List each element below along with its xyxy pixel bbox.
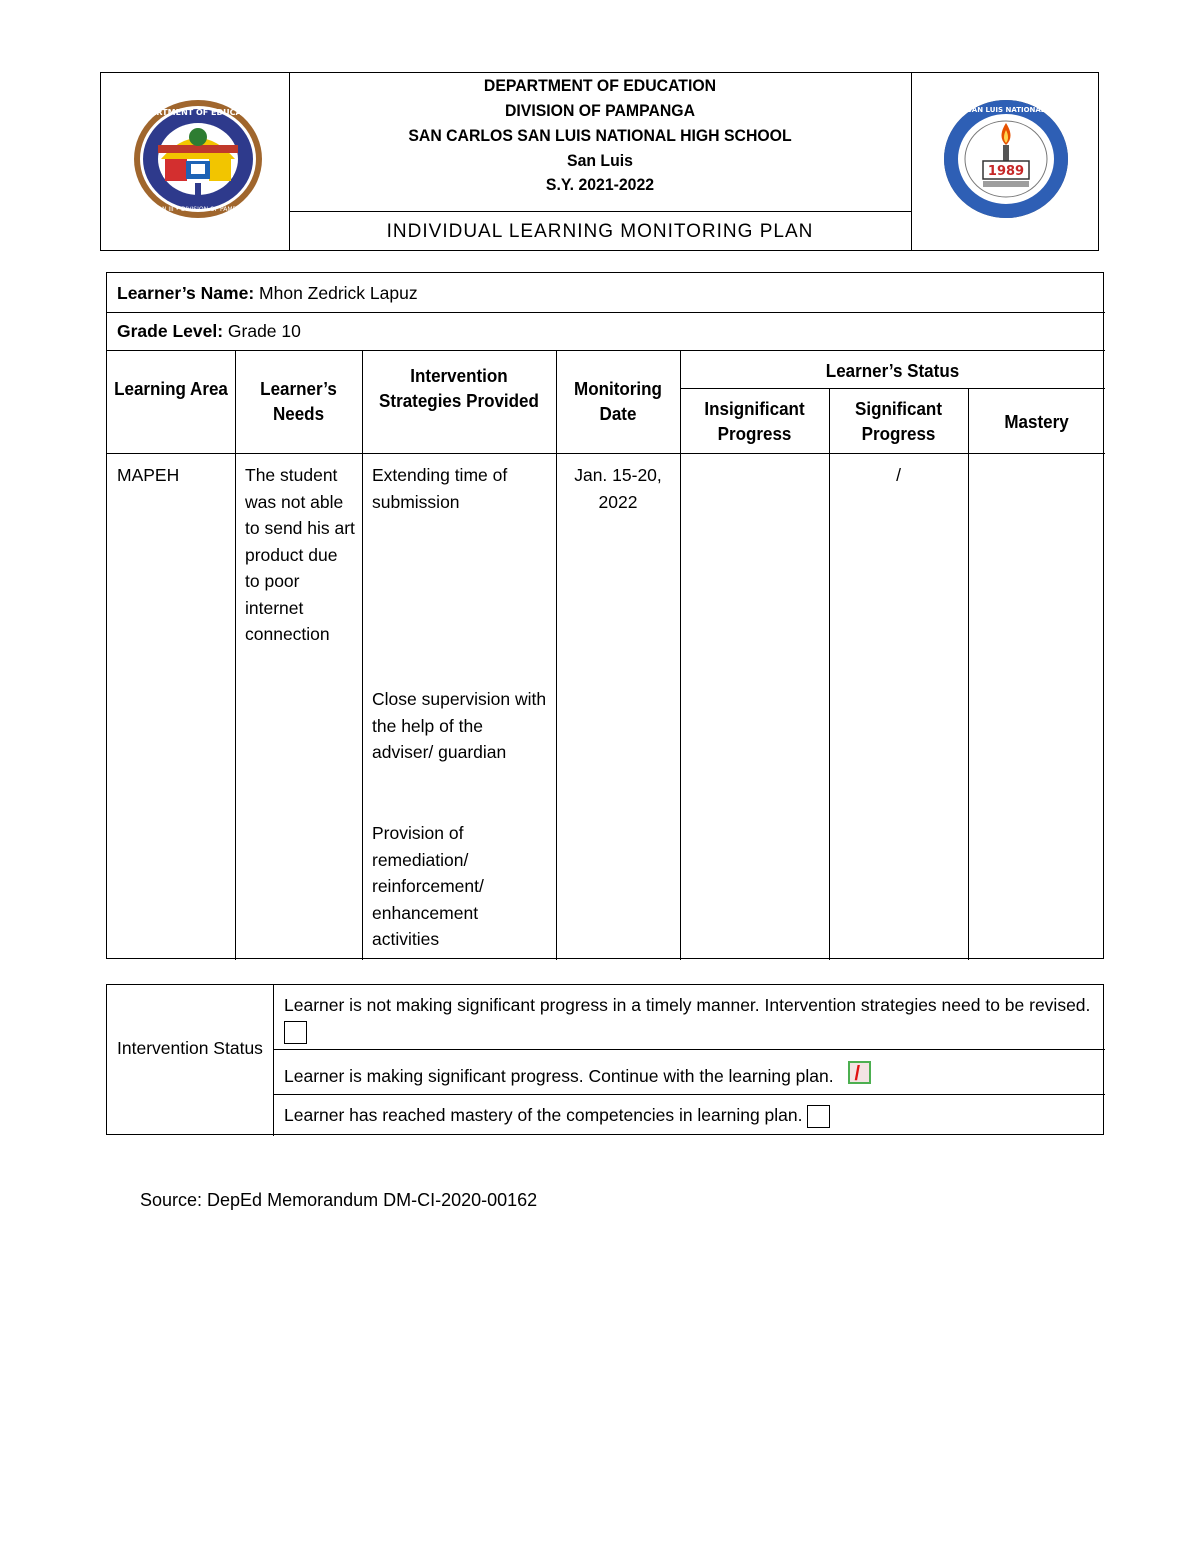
- column-divider: [273, 985, 274, 1136]
- status-option-text: Learner is making significant progress. Continue with the learning plan.: [284, 1066, 834, 1086]
- status-option-text: Learner has reached mastery of the competencies in learning plan.: [284, 1105, 803, 1125]
- row-divider: [273, 1049, 1105, 1050]
- status-option-continue: [284, 1063, 1094, 1090]
- header-divider: [911, 73, 912, 250]
- row-divider: [680, 388, 1105, 389]
- row-divider: [107, 453, 1105, 454]
- grade-level-row: [117, 318, 301, 345]
- column-divider: [680, 350, 681, 960]
- cell-strategy-remediation: Provision of remediation/ reinforcement/ enhancement activities: [372, 823, 484, 949]
- column-divider: [362, 350, 363, 960]
- cell-learners-needs: The student was not able to send his art product due to poor internet connection: [245, 465, 355, 644]
- cell-monitoring-date: Jan. 15-20, 2022: [574, 465, 662, 512]
- learner-name-label: Learner’s Name:: [117, 283, 255, 303]
- cell-strategy-extension: Extending time of submission: [372, 465, 508, 512]
- deped-seal-logo: [131, 97, 265, 221]
- status-option-revise: [284, 992, 1094, 1045]
- grade-level-value: Grade 10: [227, 321, 301, 341]
- document-header: [100, 72, 1099, 251]
- column-divider: [235, 350, 236, 960]
- intervention-status-table: [106, 984, 1104, 1135]
- school-seal-logo: [943, 99, 1069, 219]
- row-divider: [107, 312, 1105, 313]
- header-mastery: Mastery: [1004, 411, 1069, 432]
- grade-level-label: Grade Level:: [117, 321, 224, 341]
- header-line-school: SAN CARLOS SAN LUIS NATIONAL HIGH SCHOOL: [408, 126, 792, 145]
- header-learning-area: Learning Area: [114, 378, 228, 399]
- status-option-text: Learner is not making significant progress in a timely manner. Intervention strategies need to be revised.: [284, 995, 1091, 1015]
- cell-significant-progress: /: [896, 465, 901, 485]
- header-line-department: DEPARTMENT OF EDUCATION: [483, 76, 717, 95]
- learner-name-row: [117, 280, 418, 307]
- header-insignificant-progress: Insignificant Progress: [704, 398, 805, 444]
- svg-text:SAN LUIS NATIONAL: SAN LUIS NATIONAL: [966, 106, 1046, 114]
- svg-text:REGION III • DIVISION OF PAMPA: REGION III • DIVISION OF PAMPANGA: [142, 206, 254, 213]
- plan-title: INDIVIDUAL LEARNING MONITORING PLAN: [386, 221, 814, 242]
- header-monitoring-date: Monitoring Date: [574, 378, 662, 424]
- column-divider: [968, 388, 969, 960]
- status-checkbox-mastery[interactable]: [807, 1105, 830, 1128]
- row-divider: [273, 1094, 1105, 1095]
- source-note: Source: DepEd Memorandum DM-CI-2020-00162: [140, 1190, 538, 1210]
- header-learners-status: Learner’s Status: [825, 360, 960, 381]
- status-checkbox-continue[interactable]: [848, 1061, 871, 1084]
- header-line-school-year: S.Y. 2021-2022: [545, 175, 655, 194]
- status-checkbox-revise[interactable]: [284, 1021, 307, 1044]
- learner-name-value: Mhon Zedrick Lapuz: [259, 283, 418, 303]
- header-line-division: DIVISION OF PAMPANGA: [504, 101, 696, 120]
- check-mark: /: [854, 1062, 861, 1085]
- svg-text:1989: 1989: [987, 164, 1025, 179]
- monitoring-table: [106, 272, 1104, 959]
- status-option-mastery: [284, 1102, 1094, 1129]
- cell-learning-area: MAPEH: [117, 465, 180, 485]
- header-intervention-strategies: Intervention Strategies Provided: [379, 365, 539, 411]
- header-significant-progress: Significant Progress: [855, 398, 942, 444]
- row-divider: [107, 350, 1105, 351]
- header-line-town: San Luis: [567, 151, 633, 170]
- intervention-status-label: Intervention Status: [117, 1038, 263, 1058]
- svg-text:DEPARTMENT OF EDUCATION: DEPARTMENT OF EDUCATION: [132, 108, 264, 117]
- cell-strategy-supervision: Close supervision with the help of the adviser/ guardian: [372, 689, 547, 762]
- header-divider: [289, 211, 911, 212]
- column-divider: [556, 350, 557, 960]
- header-learners-needs: Learner’s Needs: [260, 378, 337, 424]
